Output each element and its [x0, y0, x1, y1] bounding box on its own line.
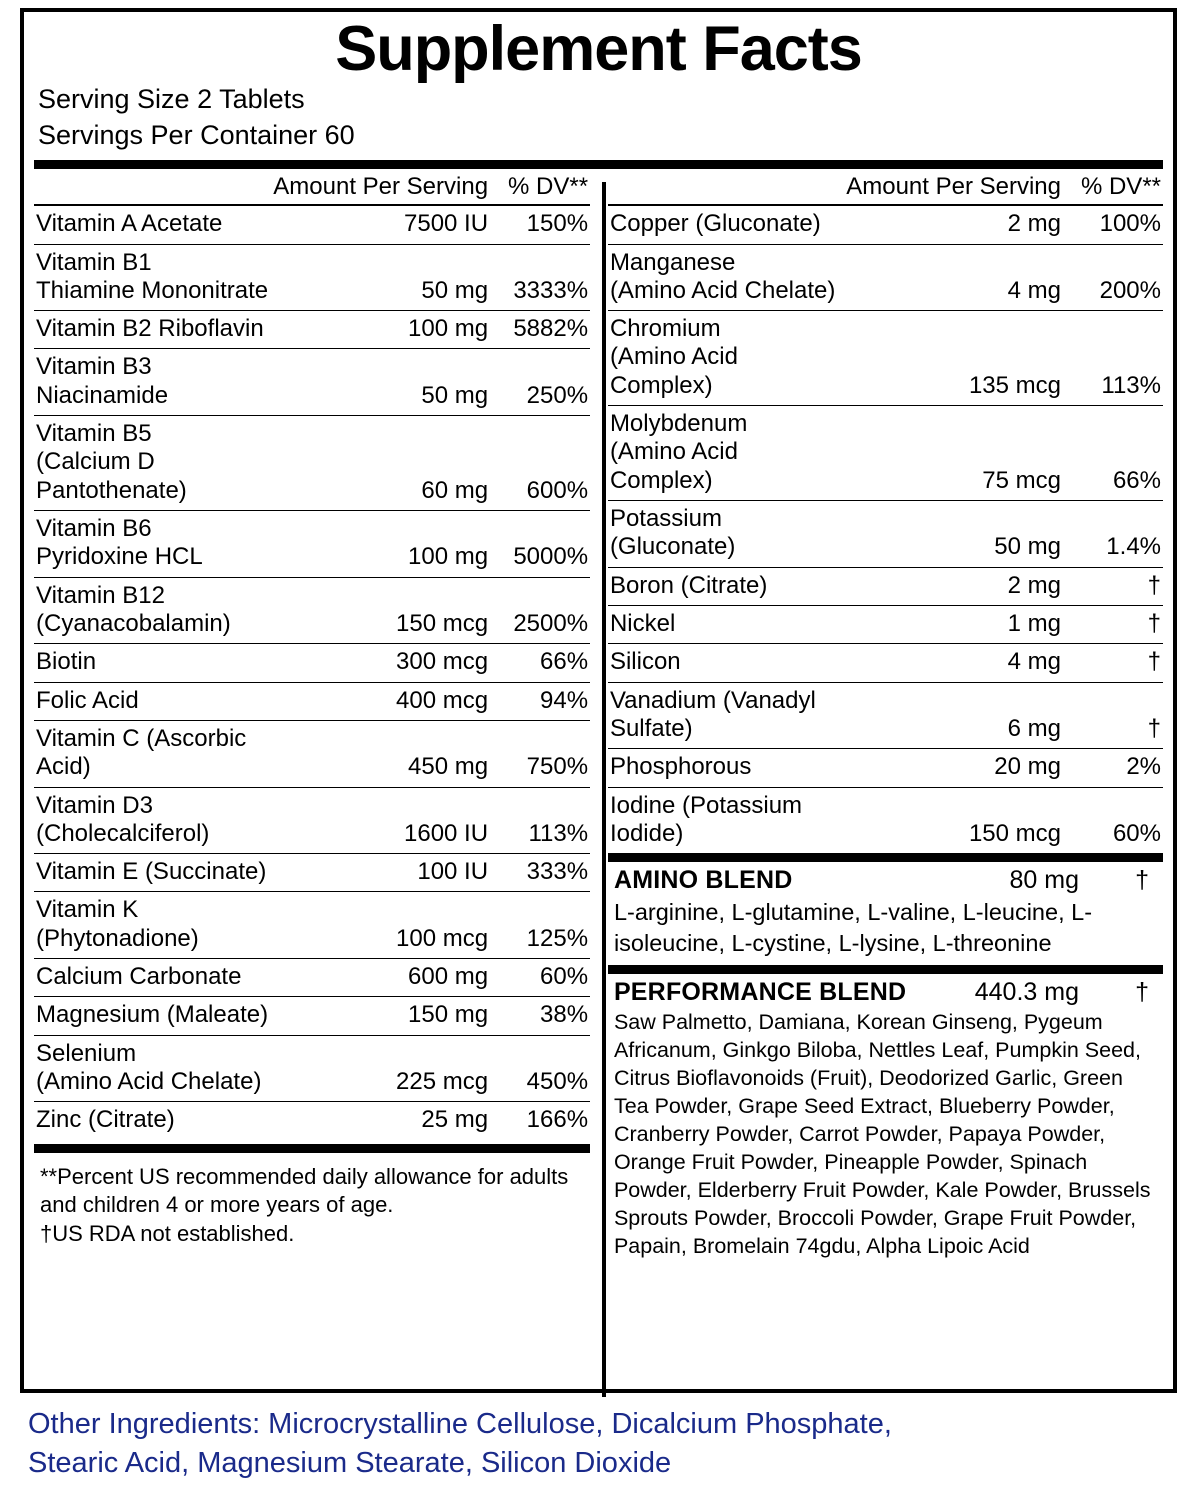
nutrient-amount: 20 mg	[844, 749, 1063, 787]
nutrient-name: Iodine (Potassium Iodide)	[609, 791, 803, 847]
nutrient-name-2: (Amino Acid Complex)	[609, 438, 738, 494]
amino-blend-ingredients: L-arginine, L-glutamine, L-valine, L-leucine, L-isoleucine, L-cystine, L-lysine, L-threonine	[613, 899, 1093, 957]
performance-blend-amount: 440.3 mg	[974, 978, 1079, 1007]
column-divider-vertical	[602, 182, 606, 1397]
nutrient-dv: 166%	[526, 1106, 589, 1134]
supplement-facts-panel	[20, 8, 1177, 1393]
nutrient-amount: 450 mg	[271, 720, 490, 787]
nutrient-dv: 450%	[490, 1035, 590, 1102]
nutrient-dv: †	[1063, 567, 1163, 605]
table-row	[34, 311, 590, 349]
nutrient-amount: 300 mcg	[271, 644, 490, 682]
nutrient-name: Vitamin B3 Niacinamide	[36, 353, 169, 409]
table-row	[34, 959, 590, 997]
nutrient-name: Vanadium (Vanadyl Sulfate)	[609, 686, 816, 742]
right-column	[608, 169, 1163, 1267]
nutrient-name: Chromium	[609, 315, 721, 343]
nutrient-dv: †	[1063, 605, 1163, 643]
nutrient-amount: 75 mcg	[844, 406, 1063, 501]
nutrient-dv: 2%	[1063, 749, 1163, 787]
nutrient-name: Nickel	[609, 609, 676, 637]
nutrient-dv: 113%	[490, 787, 590, 854]
nutrient-name: Vitamin B6 Pyridoxine HCL	[36, 515, 203, 571]
nutrient-name: Magnesium (Maleate)	[36, 1001, 269, 1029]
footnote-block	[34, 1153, 590, 1249]
nutrient-amount: 2 mg	[844, 567, 1063, 605]
nutrient-dv: 333%	[490, 854, 590, 892]
footnote-line-2: and children 4 or more years of age.	[40, 1192, 394, 1218]
left-nutrient-table	[34, 169, 590, 1140]
table-row	[608, 644, 1163, 682]
other-ingredients-line-1: Other Ingredients: Microcrystalline Cellulose, Dicalcium Phosphate,	[28, 1408, 892, 1440]
left-column	[34, 169, 590, 1267]
nutrient-dv: 125%	[490, 892, 590, 959]
table-row	[608, 749, 1163, 787]
nutrient-dv: 1.4%	[1063, 501, 1163, 568]
header-divider	[34, 160, 1163, 169]
nutrient-name: Phosphorous	[609, 753, 752, 781]
nutrient-amount: 1600 IU	[271, 787, 490, 854]
nutrient-name: Vitamin B1	[36, 248, 152, 276]
nutrient-amount: 60 mg	[271, 416, 490, 511]
nutrient-amount: 6 mg	[844, 682, 1063, 749]
nutrient-dv: 38%	[490, 997, 590, 1035]
nutrient-dv: 66%	[1063, 406, 1163, 501]
performance-blend-name: PERFORMANCE BLEND	[613, 978, 907, 1007]
nutrient-dv: 94%	[490, 682, 590, 720]
performance-blend-dv: †	[1135, 978, 1149, 1007]
nutrient-amount: 100 mg	[271, 311, 490, 349]
nutrient-amount: 225 mcg	[271, 1035, 490, 1102]
nutrient-amount: 150 mg	[271, 997, 490, 1035]
nutrient-dv: 600%	[490, 416, 590, 511]
nutrient-amount: 4 mg	[844, 244, 1063, 311]
nutrient-amount: 100 mg	[271, 511, 490, 578]
table-row	[34, 349, 590, 416]
table-row	[608, 682, 1163, 749]
nutrient-dv: 2500%	[490, 577, 590, 644]
dv-header: % DV**	[490, 169, 590, 205]
nutrient-dv: 100%	[1063, 205, 1163, 244]
nutrient-name-2: (Calcium D Pantothenate)	[36, 448, 187, 504]
footnote-line-3: †US RDA not established.	[40, 1220, 295, 1246]
nutrient-name-2: (Cyanacobalamin)	[36, 609, 231, 637]
footnote-line-1: **Percent US recommended daily allowance for adults	[40, 1163, 569, 1189]
nutrient-name: Vitamin B5	[36, 420, 152, 448]
table-row	[608, 205, 1163, 244]
nutrient-dv: 200%	[1063, 244, 1163, 311]
nutrient-name: Biotin	[36, 648, 97, 676]
amount-header: Amount Per Serving	[844, 169, 1063, 205]
nutrient-dv: 113%	[1063, 311, 1163, 406]
table-row	[608, 787, 1163, 853]
nutrient-amount: 150 mcg	[968, 819, 1061, 847]
performance-blend-ingredients: Saw Palmetto, Damiana, Korean Ginseng, Pygeum Africanum, Ginkgo Biloba, Nettles Leaf, Pumpkin Seed, Citrus Bioflavonoids (Fruit), Deodorized Garlic, Green Tea Powder, Grape Seed Extract, Blueberry Powder, Cranberry Powder, Carrot Powder, Papaya Powder, Orange Fruit Powder, Pineapple Powder, Spinach Powder, Elderberry Fruit Powder, Kale Powder, Brussels Sprouts Powder, Broccoli Powder, Grape Fruit Powder, Papain, Bromelain 74gdu, Alpha Lipoic Acid	[613, 1010, 1151, 1258]
table-row	[608, 244, 1163, 311]
table-row	[34, 205, 590, 244]
left-column-bottom-divider	[34, 1144, 590, 1153]
nutrient-name: Molybdenum	[609, 410, 748, 438]
nutrient-dv: 5000%	[490, 511, 590, 578]
nutrient-name: Silicon	[609, 648, 681, 676]
nutrient-dv: †	[1063, 644, 1163, 682]
table-header-row	[34, 169, 590, 205]
nutrient-name: Vitamin B12	[36, 581, 165, 609]
performance-blend-header	[608, 974, 1163, 1009]
nutrient-dv: 60%	[490, 959, 590, 997]
other-ingredients	[28, 1405, 1178, 1483]
table-row	[608, 605, 1163, 643]
nutrient-dv: 750%	[490, 720, 590, 787]
amino-blend-divider-top	[608, 853, 1163, 862]
nutrient-name: Selenium	[36, 1039, 137, 1067]
table-row	[34, 682, 590, 720]
nutrient-amount: 50 mg	[271, 349, 490, 416]
table-row	[34, 577, 590, 644]
nutrient-name: Vitamin E (Succinate)	[36, 858, 267, 886]
table-row	[608, 567, 1163, 605]
table-row	[608, 501, 1163, 568]
nutrient-dv: 60%	[1112, 819, 1161, 847]
nutrient-amount: 135 mcg	[844, 311, 1063, 406]
nutrient-dv: †	[1063, 682, 1163, 749]
table-row	[34, 416, 590, 511]
nutrient-dv: 3333%	[490, 244, 590, 311]
table-row	[34, 244, 590, 311]
amino-blend-dv: †	[1135, 866, 1149, 895]
table-row	[608, 406, 1163, 501]
dv-header: % DV**	[1063, 169, 1163, 205]
table-row	[34, 720, 590, 787]
nutrient-name: Boron (Citrate)	[609, 571, 768, 599]
amount-header: Amount Per Serving	[271, 169, 490, 205]
table-row	[34, 997, 590, 1035]
nutrient-dv: 66%	[490, 644, 590, 682]
table-row	[34, 854, 590, 892]
table-row	[34, 1035, 590, 1102]
nutrient-amount: 4 mg	[844, 644, 1063, 682]
nutrient-name: Potassium (Gluconate)	[609, 505, 736, 561]
nutrient-amount: 400 mcg	[271, 682, 490, 720]
nutrient-name-2: (Amino Acid Chelate)	[36, 1068, 262, 1095]
nutrient-amount: 150 mcg	[271, 577, 490, 644]
nutrient-name: Copper (Gluconate)	[609, 210, 821, 238]
table-row	[34, 644, 590, 682]
right-nutrient-table	[608, 169, 1163, 853]
nutrient-name: Manganese	[609, 248, 736, 276]
table-row	[34, 787, 590, 854]
other-ingredients-line-2: Stearic Acid, Magnesium Stearate, Silicon Dioxide	[28, 1447, 672, 1480]
nutrient-dv: 5882%	[490, 311, 590, 349]
nutrient-amount: 100 mcg	[271, 892, 490, 959]
nutrient-name: Vitamin K (Phytonadione)	[36, 896, 199, 952]
amino-blend-amount: 80 mg	[1009, 866, 1079, 895]
nutrient-name-2: (Amino Acid Complex)	[609, 343, 738, 399]
nutrient-name: Zinc (Citrate)	[36, 1106, 175, 1134]
table-row	[608, 311, 1163, 406]
table-row	[34, 511, 590, 578]
amino-blend-header	[608, 862, 1163, 897]
nutrient-name-2: Thiamine Mononitrate	[36, 276, 269, 304]
nutrient-name: Vitamin B2 Riboflavin	[36, 315, 264, 343]
nutrient-dv: 250%	[490, 349, 590, 416]
nutrient-amount: 7500 IU	[271, 205, 490, 244]
serving-size: Serving Size 2 Tablets	[38, 84, 305, 114]
nutrient-name: Calcium Carbonate	[36, 963, 242, 991]
nutrient-name: Vitamin A Acetate	[36, 210, 223, 238]
performance-blend-divider-top	[608, 965, 1163, 974]
table-row	[34, 892, 590, 959]
nutrient-amount: 50 mg	[844, 501, 1063, 568]
nutrient-amount: 50 mg	[271, 244, 490, 311]
servings-per-container: Servings Per Container 60	[38, 120, 355, 151]
nutrient-amount: 25 mg	[421, 1106, 489, 1134]
nutrient-amount: 2 mg	[844, 205, 1063, 244]
nutrient-name: Folic Acid	[36, 686, 139, 714]
page-title: Supplement Facts	[335, 14, 862, 84]
amino-blend-name: AMINO BLEND	[613, 866, 793, 895]
nutrient-amount: 100 IU	[271, 854, 490, 892]
nutrient-name: Vitamin C (Ascorbic Acid)	[36, 724, 247, 781]
nutrient-amount: 1 mg	[844, 605, 1063, 643]
nutrient-name-2: (Amino Acid Chelate)	[609, 276, 836, 304]
table-header-row	[608, 169, 1163, 205]
facts-columns	[34, 169, 1163, 1267]
table-row	[34, 1102, 590, 1140]
nutrient-amount: 600 mg	[271, 959, 490, 997]
nutrient-dv: 150%	[490, 205, 590, 244]
nutrient-name: Vitamin D3 (Cholecalciferol)	[36, 791, 210, 847]
